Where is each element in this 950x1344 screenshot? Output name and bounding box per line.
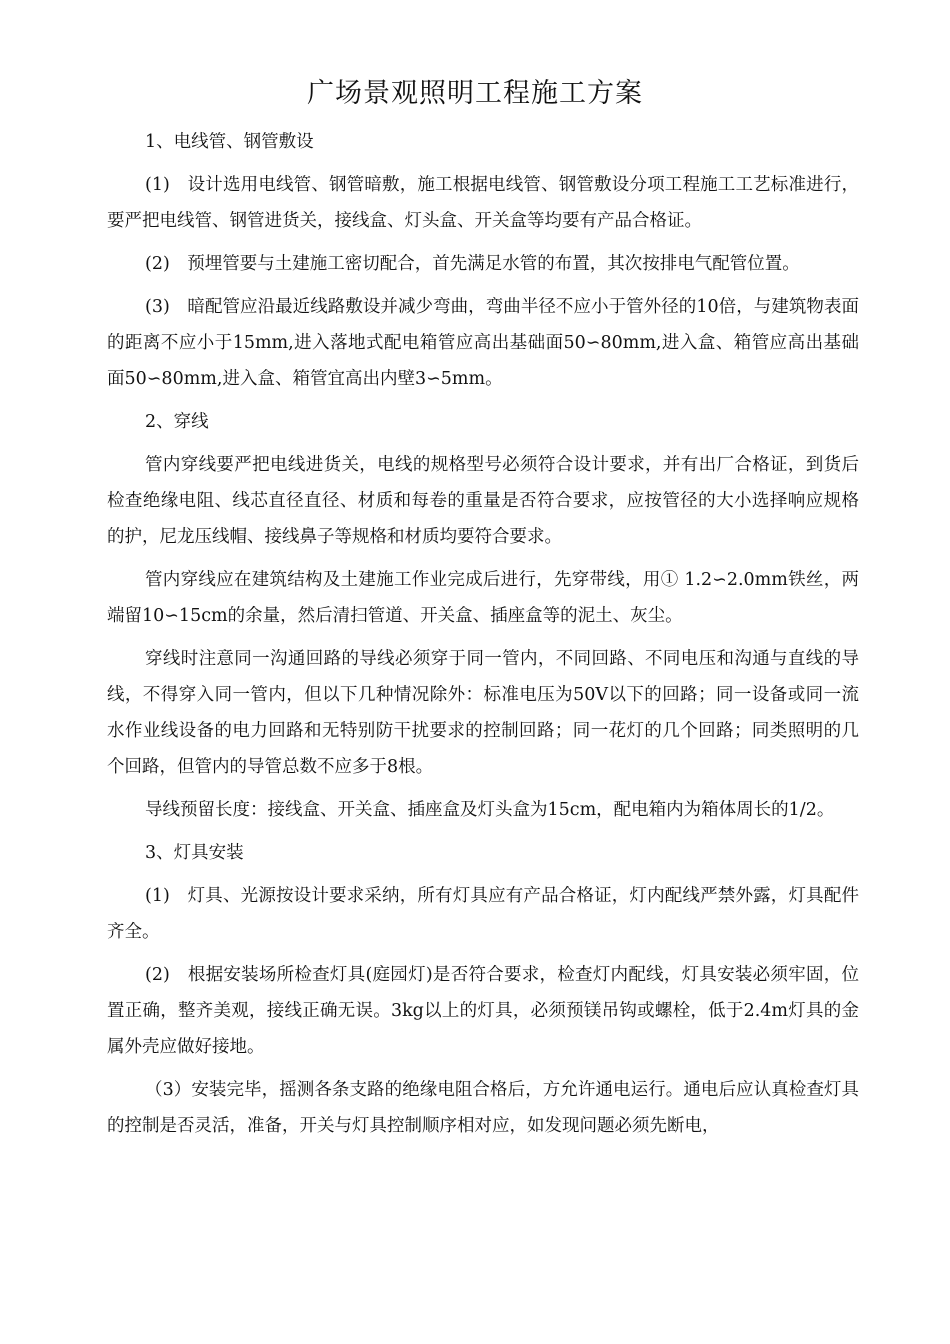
paragraph: (1) 设计选用电线管、钢管暗敷，施工根据电线管、钢管敷设分项工程施工工艺标准进行，要严把电线管、钢管进货关，接线盒、灯头盒、开关盒等均要有产品合格证。 xyxy=(107,175,859,231)
document-body xyxy=(107,124,859,1151)
paragraph: （3）安装完毕，摇测各条支路的绝缘电阻合格后，方允许通电运行。通电后应认真检查灯具的控制是否灵活，准备，开关与灯具控制顺序相对应，如发现问题必须先断电， xyxy=(107,1080,859,1136)
section-heading-fixtures: 3、灯具安装 xyxy=(145,843,244,863)
paragraph: 穿线时注意同一沟通回路的导线必须穿于同一管内，不同回路、不同电压和沟通与直线的导线，不得穿入同一管内，但以下几种情况除外：标准电压为50V以下的回路；同一设备或同一流水作业线设备的电力回路和无特别防干扰要求的控制回路；同一花灯的几个回路；同类照明的几个回路，但管内的导管总数不应多于8根。 xyxy=(107,649,859,777)
paragraph: (2) 预埋管要与土建施工密切配合，首先满足水管的布置，其次按排电气配管位置。 xyxy=(145,254,800,274)
paragraph: 管内穿线应在建筑结构及土建施工作业完成后进行，先穿带线，用① 1.2∽2.0mm铁丝，两端留10∽15cm的余量，然后清扫管道、开关盒、插座盒等的泥土、灰尘。 xyxy=(107,570,859,626)
paragraph: (2) 根据安装场所检查灯具(庭园灯)是否符合要求，检查灯内配线，灯具安装必须牢固，位置正确，整齐美观，接线正确无误。3kg以上的灯具，必须预镁吊钩或螺栓，低于2.4m灯具的金属外壳应做好接地。 xyxy=(107,965,859,1057)
section-heading-conduit: 1、电线管、钢管敷设 xyxy=(145,132,314,152)
paragraph: (1) 灯具、光源按设计要求采纳，所有灯具应有产品合格证，灯内配线严禁外露，灯具配件齐全。 xyxy=(107,886,859,942)
section-heading-wiring: 2、穿线 xyxy=(145,412,209,432)
paragraph: 管内穿线要严把电线进货关，电线的规格型号必须符合设计要求，并有出厂合格证，到货后检查绝缘电阻、线芯直径直径、材质和每卷的重量是否符合要求，应按管径的大小选择响应规格的护，尼龙压线帽、接线鼻子等规格和材质均要符合要求。 xyxy=(107,455,859,547)
paragraph: (3) 暗配管应沿最近线路敷设并减少弯曲，弯曲半径不应小于管外径的10倍，与建筑物表面的距离不应小于15mm,进入落地式配电箱管应高出基础面50∽80mm,进入盒、箱管应高出基础面50∽80mm,进入盒、箱管宜高出内壁3∽5mm。 xyxy=(107,297,859,389)
paragraph: 导线预留长度：接线盒、开关盒、插座盒及灯头盒为15cm，配电箱内为箱体周长的1/2。 xyxy=(145,800,835,820)
document-title: 广场景观照明工程施工方案 xyxy=(307,78,643,109)
